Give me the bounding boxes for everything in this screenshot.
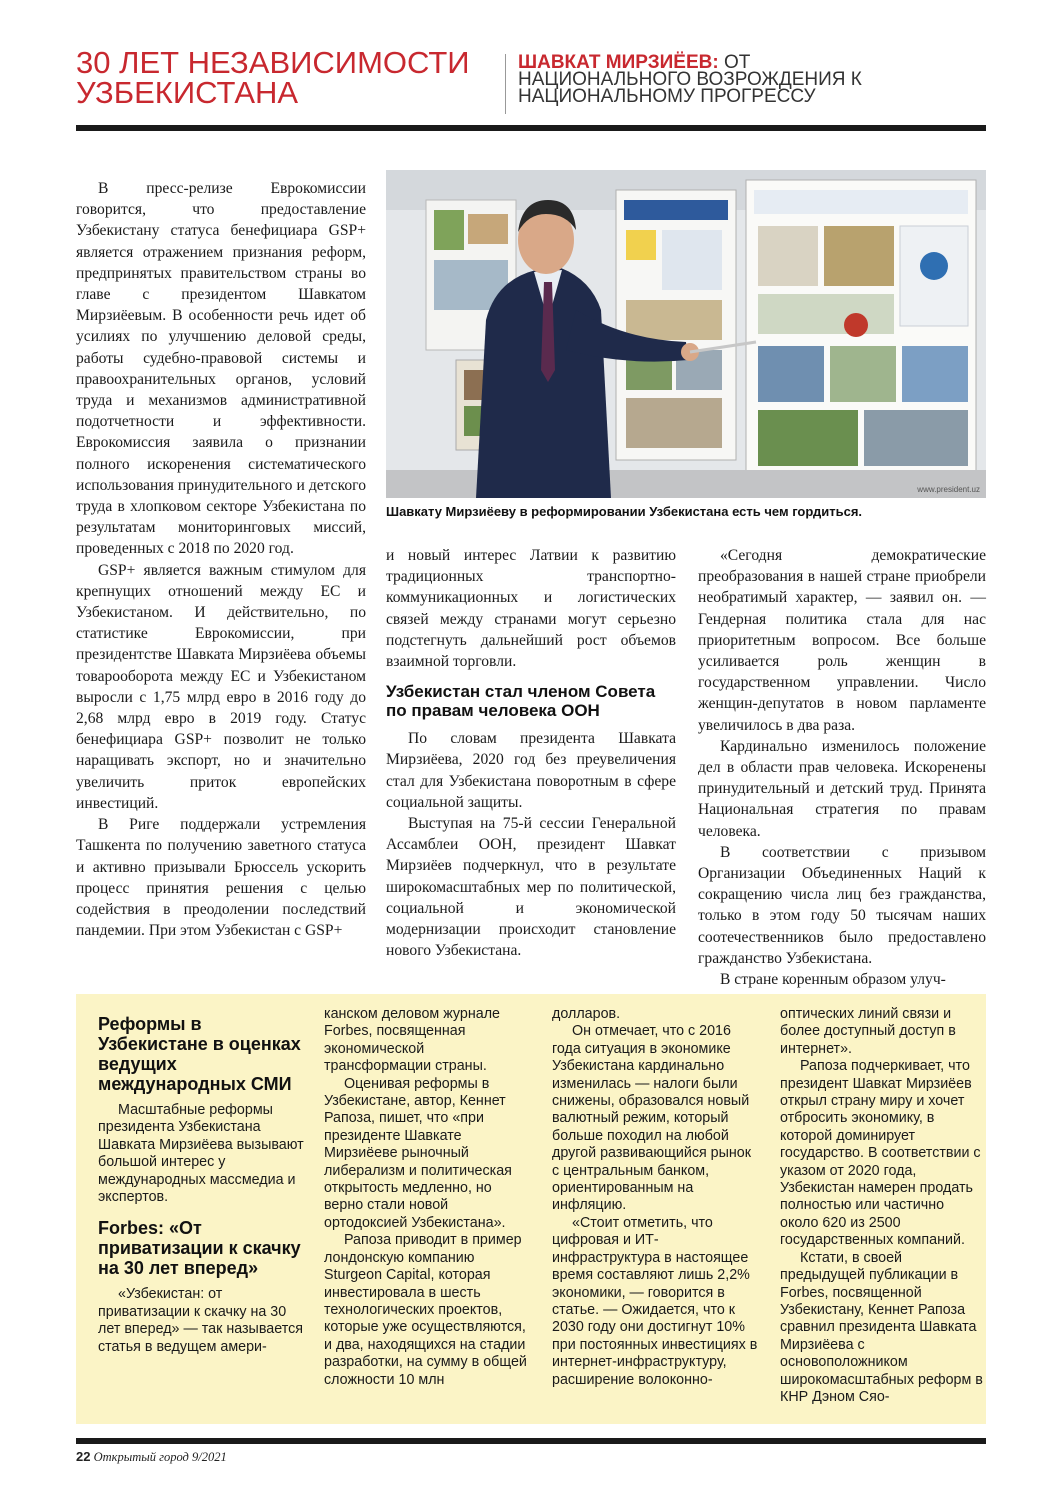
sidebar-column-4 [780, 1006, 986, 1406]
article-title-line-2: НАЦИОНАЛЬНОГО ВОЗРОЖДЕНИЯ К [518, 69, 862, 90]
sidebar-paragraph: «Стоит отметить, что цифровая и ИТ-инфраструктура в настоящее время составляют лишь 2,2% экономики, — говорится в статье. — Ожидается, что к 2030 году они достигнут 10% при постоянных инвестициях в интернет-инфраструктуру, расширение волоконно- [552, 1214, 758, 1388]
section-title-line-1: 30 ЛЕТ НЕЗАВИСИМОСТИ [76, 45, 470, 80]
section-title [76, 45, 506, 110]
page-number: 22 [76, 1449, 91, 1464]
article-title-line-1: ОТ [723, 52, 751, 73]
article-title [518, 54, 988, 105]
paragraph: Кардинально изменилось положение дел в области прав человека. Искоренены принудительный и детский труд. Принята Национальная стратегия по правам человека. [698, 737, 986, 840]
paragraph: GSP+ является важным стимулом для крепнущих отношений между ЕС и Узбекистаном. И действительно, по статистике Еврокомиссии, при президентстве Шавката Мирзиёева объемы товарооборота между ЕС и Узбекистаном выросли с 1,75 млрд евро в 2016 году до 2,68 млрд евро в 2019 году. Статус бенефициара GSP+ позволит не только наращивать экспорт, но и значительно увеличить приток европейских инвестиций. [76, 561, 366, 812]
paragraph: В Риге поддержали устремления Ташкента по получению заветного статуса и активно призывали Брюссель ускорить процесс принятия решения с целью содействия в преодолении последствий пандемии. При этом Узбекистан с GSP+ [76, 816, 366, 940]
sidebar-paragraph: «Узбекистан: от приватизации к скачку на 30 лет вперед» — так называется статья в ведущем амери- [98, 1286, 303, 1355]
sidebar-subheading: Forbes: «От приватизации к скачку на 30 лет вперед» [98, 1218, 301, 1279]
sidebar-box [76, 994, 986, 1424]
sidebar-paragraph: Рапоза подчеркивает, что президент Шавкат Мирзиёев открыл страну миру и хочет отбросить экономику, в которой доминирует государство. В соответствии с указом от 2020 года, Узбекистан намерен продать полностью или частично около 620 из 2500 государственных компаний. [780, 1058, 981, 1249]
paragraph: В пресс-релизе Еврокомиссии говорится, что предоставление Узбекистану статуса бенефициара GSP+ является отражением признания реформ, предпринятых правительством страны во главе с президентом Шавкатом Мирзиёевым. В особенности речь идет об усилиях по улучшению деловой среды, работы судебно-правовой системы и правоохранительных органов, условий труда и механизмов административной подотчетности и эффективности. Еврокомиссия заявила о признании полного искоренения систематического использования принудительного и детского труда в хлопковом секторе Узбекистана по результатам мониторинговых миссий, проведенных с 2018 по 2020 год. [76, 180, 366, 558]
paragraph: «Сегодня демократические преобразования в нашей стране приобрели необратимый характер, — заявил он. — Гендерная политика стала для нас приоритетным вопросом. Все больше усиливается роль женщин в государственном управлении. Число женщин-депутатов в новом парламенте увеличилось в два раза. [698, 547, 986, 734]
page-footer [76, 1449, 227, 1465]
article-column-1 [76, 178, 366, 941]
sidebar-paragraph: долларов. [552, 1006, 621, 1022]
sidebar-paragraph: Он отмечает, что с 2016 года ситуация в экономике Узбекистана кардинально изменилась — налоги были снижены, образовался новый валютный режим, который больше походил на любой другой развивающийся рынок с центральным банком, ориентированным на инфляцию. [552, 1023, 752, 1214]
section-title-line-2: УЗБЕКИСТАНА [76, 75, 299, 110]
article-title-line-3: НАЦИОНАЛЬНОМУ ПРОГРЕССУ [518, 86, 816, 107]
sidebar-paragraph: оптических линий связи и более доступный доступ в интернет». [780, 1006, 956, 1057]
paragraph: По словам президента Шавката Мирзиёева, 2020 год без преувеличения стал для Узбекистана поворотным в сфере социальной защиты. [386, 730, 676, 811]
footer-rule [76, 1438, 986, 1444]
header-rule [76, 125, 986, 131]
sidebar-paragraph: Кстати, в своей предыдущей публикации в Forbes, посвященной Узбекистану, Кеннет Рапоза сравнил президента Шавката Мирзиёева с основоположником широкомасштабных реформ в КНР Дэном Сяо- [780, 1249, 983, 1405]
sidebar-column-1 [98, 1014, 306, 1356]
sidebar-paragraph: Масштабные реформы президента Узбекистана Шавката Мирзиёева вызывают большой интерес у международных массмедиа и экспертов. [98, 1102, 304, 1206]
subheading: Узбекистан стал членом Совета по правам человека ООН [386, 682, 656, 721]
sidebar-heading: Реформы в Узбекистане в оценках ведущих международных СМИ [98, 1014, 301, 1094]
paragraph: В соответствии с призывом Организации Объединенных Наций к сокращению числа лиц без гражданства, только в этом году 50 тысячам наших соотечественников было предоставлено гражданство Узбекистана. [698, 843, 986, 967]
publication-name: Открытый город 9/2021 [93, 1450, 227, 1464]
article-column-3 [698, 545, 986, 990]
sidebar-paragraph: канском деловом журнале Forbes, посвященная экономической трансформации страны. [324, 1006, 500, 1075]
sidebar-column-3 [552, 1006, 762, 1389]
sidebar-column-2 [324, 1006, 532, 1389]
sidebar-paragraph: Оценивая реформы в Узбекистане, автор, Кеннет Рапоза, пишет, что «при президенте Шавкате Мирзиёеве рыночный либерализм и политическая открытость медленно, но верно стали новой ортодоксией Узбекистана». [324, 1075, 512, 1231]
paragraph: Выступая на 75-й сессии Генеральной Ассамблеи ООН, президент Шавкат Мирзиёев подчеркнул, что в результате широкомасштабных мер по политической, социальной и экономической модернизации происходит становление нового Узбекистана. [386, 815, 676, 960]
article-column-2 [386, 545, 676, 961]
paragraph: и новый интерес Латвии к развитию традиционных транспортно-коммуникационных и логистических связей между странами могут серьезно подстегнуть дальнейший рост объемов взаимной торговли. [386, 547, 676, 671]
sidebar-paragraph: Рапоза приводит в пример лондонскую компанию Sturgeon Capital, которая инвестировала в шесть технологических проектов, которые уже осуществляются, и два, находящихся на стадии разработки, на сумму в общей сложности 10 млн [324, 1232, 527, 1388]
page-header [76, 45, 986, 132]
header-divider [505, 54, 506, 114]
photo-illustration [386, 170, 986, 498]
paragraph: В стране коренным образом улуч- [720, 971, 946, 989]
photo-caption: Шавкату Мирзиёеву в реформировании Узбекистана есть чем гордиться. [386, 504, 863, 519]
article-title-name: ШАВКАТ МИРЗИЁЕВ: [518, 52, 719, 73]
article-photo [386, 170, 986, 498]
photo-credit-stamp: www.president.uz [917, 485, 980, 494]
